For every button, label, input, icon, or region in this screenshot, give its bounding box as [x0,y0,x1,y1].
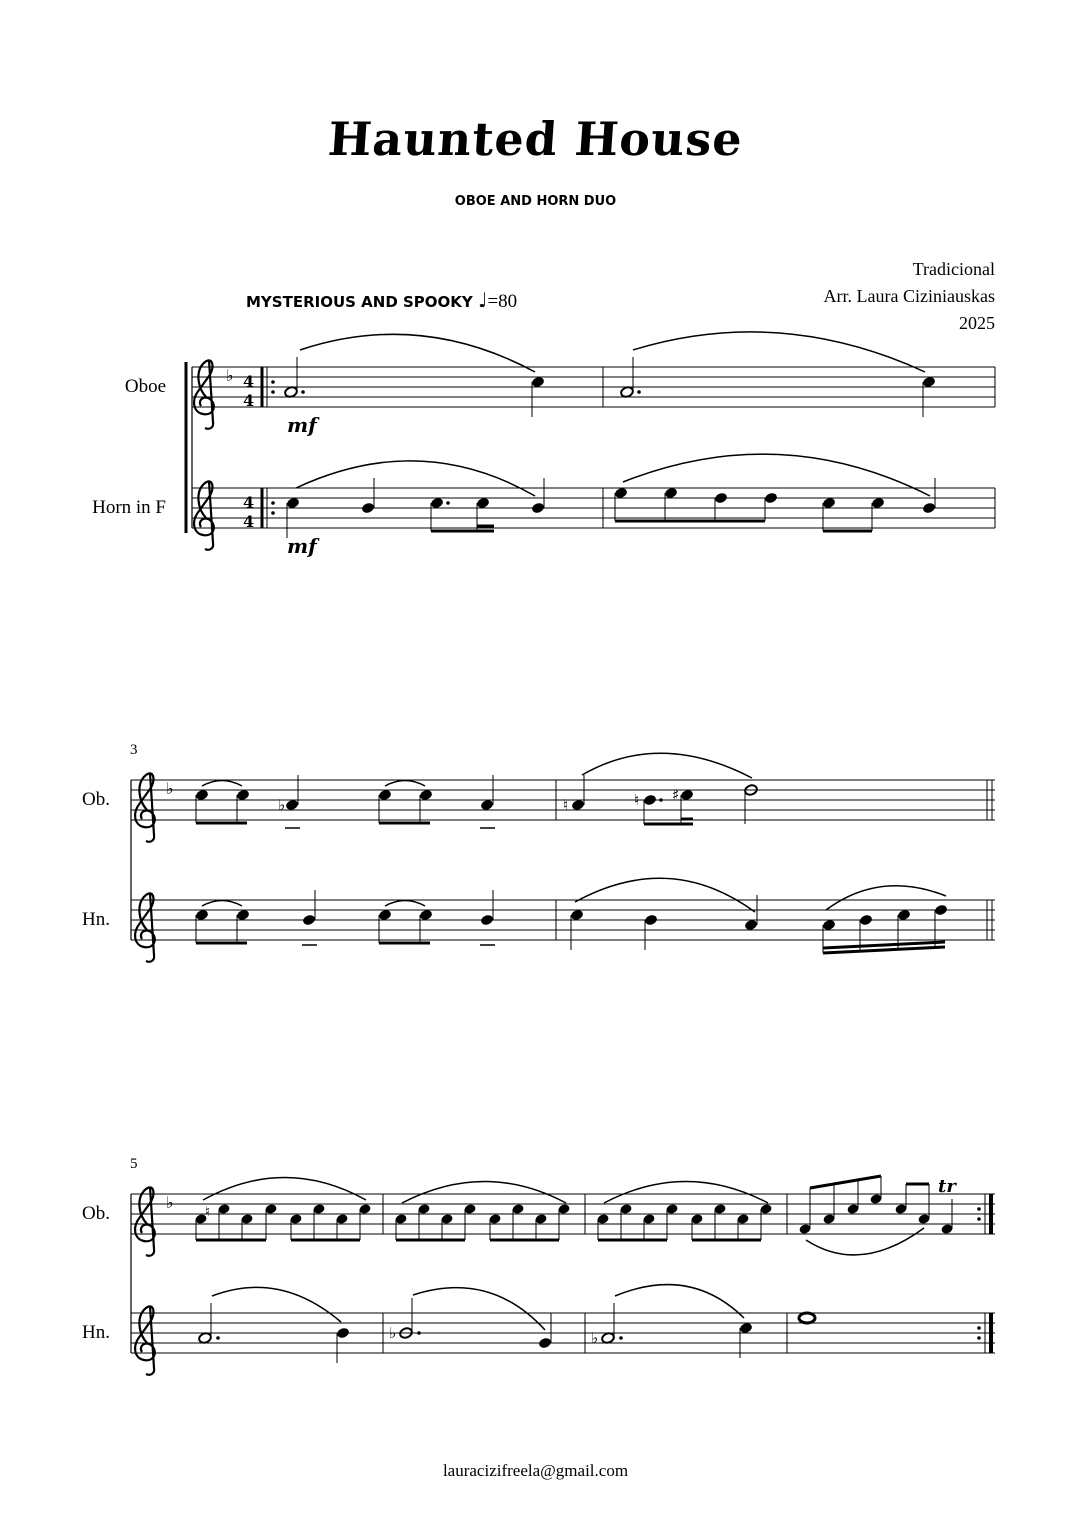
oboe-notes-system-2 [195,753,992,828]
treble-clef-icon [135,1187,155,1256]
svg-text:♮: ♮ [205,1204,211,1220]
oboe-staff-1 [192,367,995,407]
oboe-staff-3 [131,1194,995,1234]
composer-credit: Tradicional [912,259,995,279]
oboe-notes-system-1 [284,332,995,417]
treble-clef-icon [194,481,214,550]
time-sig-den: 4 [243,512,255,531]
dynamic-mf-oboe: mf [287,413,317,437]
year-credit: 2025 [959,313,995,333]
horn-staff-3 [131,1313,995,1353]
tempo-text: MYSTERIOUS AND SPOOKY [246,293,473,311]
svg-text:♭: ♭ [389,1324,397,1342]
horn-staff-1 [192,488,995,528]
treble-clef-icon [135,893,155,962]
footer-email: lauracizifreela@gmail.com [442,1461,629,1480]
oboe-label: Oboe [124,376,166,397]
score-subtitle: OBOE AND HORN DUO [454,194,617,209]
time-sig-num: 4 [243,493,255,512]
repeat-start-barline [262,367,275,528]
horn-notes-system-2 [195,878,992,953]
quarter-note-icon: ♩ [478,288,488,312]
flat-icon: ♭ [226,366,234,385]
svg-text:♮: ♮ [563,796,569,814]
oboe-short-label-3: Ob. [82,1203,110,1224]
treble-clef-icon [135,1306,155,1375]
oboe-short-label-2: Ob. [82,789,110,810]
horn-notes-system-3 [198,1285,991,1363]
arranger-credit: Arr. Laura Ciziniauskas [823,286,995,306]
time-sig-den: 4 [243,391,255,410]
time-sig-num: 4 [243,372,255,391]
measure-number-3: 3 [130,742,138,758]
system-1 [186,332,995,558]
flat-icon: ♭ [166,779,174,798]
svg-text:♯: ♯ [672,786,680,804]
svg-text:♭: ♭ [591,1329,599,1347]
treble-clef-icon [135,773,155,842]
score-title: Haunted House [326,112,745,166]
horn-label: Horn in F [92,497,166,518]
metronome-value: =80 [487,291,518,312]
dynamic-mf-horn: mf [287,534,317,558]
svg-text:♮: ♮ [634,791,640,809]
svg-text:♭: ♭ [278,796,286,814]
trill-mark: tr [938,1176,956,1197]
treble-clef-icon [194,360,214,429]
system-2 [131,753,995,962]
horn-short-label-3: Hn. [82,1322,110,1343]
flat-icon: ♭ [166,1193,174,1212]
oboe-notes-system-3 [194,1176,991,1255]
horn-short-label-2: Hn. [82,909,110,930]
horn-notes-system-1 [286,454,995,538]
measure-number-5: 5 [130,1156,138,1172]
system-3 [131,1176,995,1375]
